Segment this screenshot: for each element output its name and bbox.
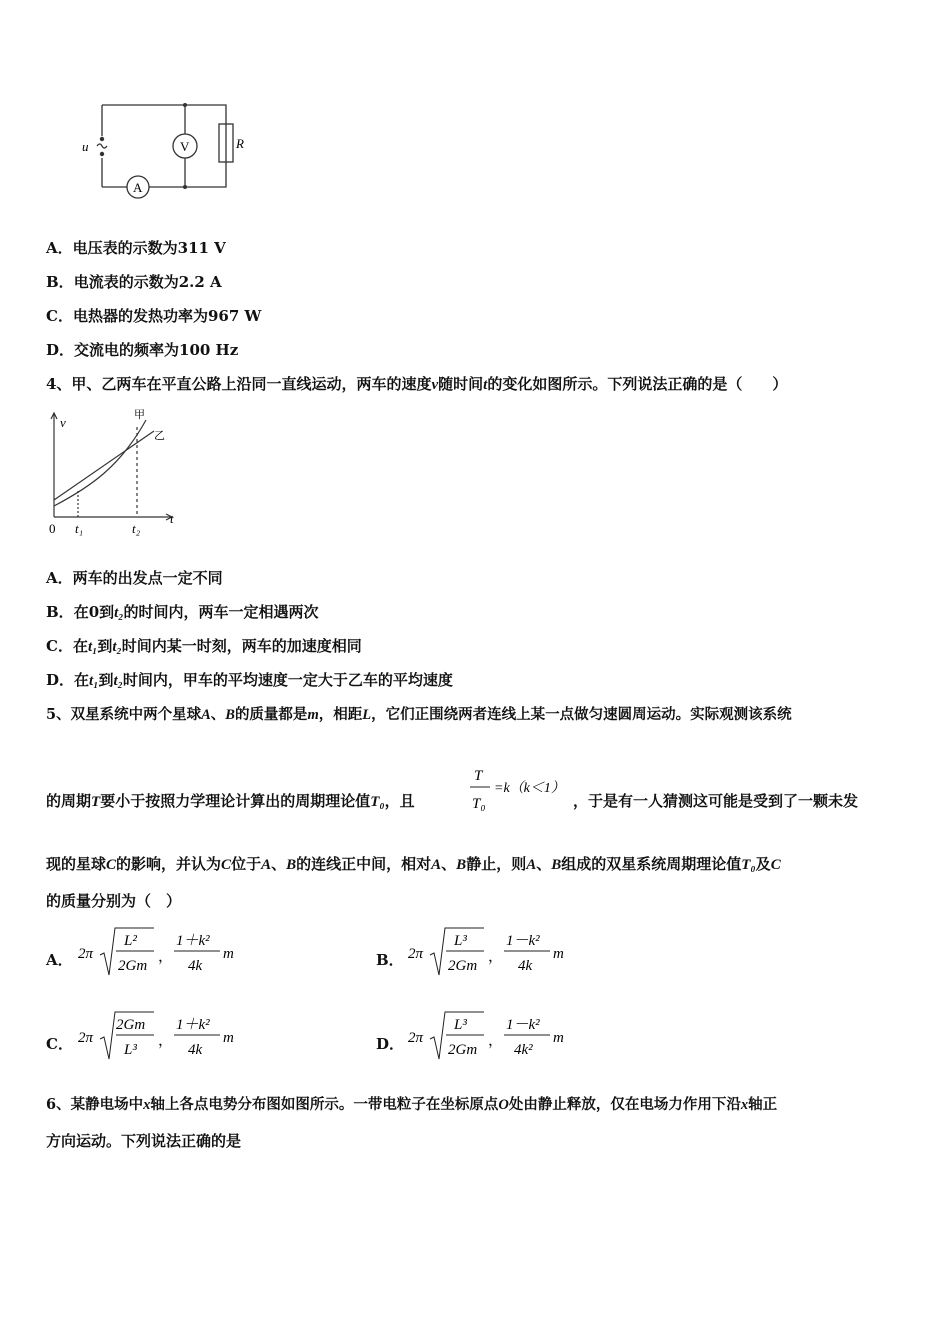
- q5-text: 的周期: [46, 792, 92, 810]
- ratio-num: T: [474, 768, 483, 784]
- q5-line2-tail: ，于是有一人猜测这可能是受到了一颗未发: [573, 792, 859, 810]
- coef: 2π: [408, 946, 424, 962]
- f-num: 1＋k²: [176, 1017, 210, 1033]
- q5-var: C: [221, 857, 232, 873]
- q5-text: 现的星球: [46, 855, 107, 873]
- q5-var: B: [551, 857, 562, 873]
- option-text: 在: [74, 671, 90, 689]
- q5-text: 的影响，并认为: [116, 855, 222, 873]
- q5-text: 要小于按照力学理论计算出的周期理论值: [100, 792, 371, 810]
- option-text: 交流电的频率为100 Hz: [74, 341, 239, 359]
- q5-option-c-letter: C．: [46, 1035, 73, 1053]
- q5-text: 的连线正中间，相对: [296, 855, 432, 873]
- f-den: 4k: [188, 1042, 203, 1058]
- option-letter: A．: [46, 239, 73, 257]
- rad-den: L³: [124, 1042, 137, 1058]
- q5-var: T: [91, 794, 101, 810]
- q5-var: A: [431, 857, 442, 873]
- circuit-diagram: [78, 96, 278, 206]
- q4-option-d: [46, 669, 453, 690]
- q5-text: ，相距: [318, 706, 363, 723]
- q5-line3: [46, 853, 781, 874]
- option-text: 的时间内，两车一定相遇两次: [123, 603, 319, 621]
- option-letter: C．: [46, 307, 73, 325]
- q6-var: x: [740, 1097, 749, 1113]
- q5-text: 的质量都是: [234, 706, 308, 723]
- q5-var: m: [307, 707, 319, 723]
- graph-t2: t₂: [132, 521, 141, 536]
- f-den: 4k²: [514, 1042, 533, 1058]
- option-letter: B．: [46, 273, 74, 291]
- q3-option-a: [46, 237, 226, 258]
- option-text: 电压表的示数为311 V: [72, 239, 226, 257]
- q4-option-a: [46, 567, 223, 588]
- sep: ，: [488, 949, 504, 965]
- q5-text: ，且: [384, 792, 415, 810]
- q5-text: 、: [536, 855, 552, 873]
- q6-text: 处由静止释放，仅在电场力作用下沿: [508, 1096, 741, 1113]
- graph-yi: 乙: [154, 429, 165, 442]
- q4-option-c: [46, 635, 362, 656]
- option-text: 在0到: [73, 603, 115, 621]
- q3-option-b: [46, 271, 222, 292]
- q5-text: 、: [441, 855, 457, 873]
- q5-text: 5、双星系统中两个星球: [46, 706, 202, 723]
- f-den: 4k: [518, 958, 533, 974]
- ratio-rhs: =k（k＜1）: [494, 781, 565, 796]
- q4-option-b: [46, 601, 319, 622]
- graph-xlabel: t: [170, 511, 174, 526]
- q5-option-d-letter: D．: [376, 1035, 405, 1053]
- option-var: t₂: [112, 639, 122, 655]
- graph-t1: t₁: [75, 521, 84, 536]
- graph-origin: 0: [49, 521, 56, 536]
- q5-var: A: [261, 857, 272, 873]
- q5-text: 组成的双星系统周期理论值: [561, 855, 742, 873]
- vt-graph: [40, 405, 190, 540]
- q4-stem-var: t: [483, 377, 488, 393]
- f-num: 1－k²: [506, 1017, 540, 1033]
- sep: ，: [158, 1033, 174, 1049]
- q5-var: C: [106, 857, 117, 873]
- q4-stem-var: v: [431, 377, 439, 393]
- q5-var: T₀: [370, 794, 385, 810]
- option-text: 电流表的示数为2.2 A: [73, 273, 222, 291]
- option-text: 电热器的发热功率为967 W: [72, 307, 262, 325]
- q5-var: B: [286, 857, 297, 873]
- voltmeter-label: V: [180, 139, 190, 154]
- rad-num: L³: [454, 933, 467, 949]
- q5-var: C: [770, 857, 781, 873]
- q5-text: 静止，则: [466, 855, 527, 873]
- graph-jia: 甲: [134, 408, 145, 421]
- q5-option-b-letter: B．: [376, 951, 404, 969]
- q5-option-c-formula: [76, 1009, 266, 1069]
- q4-stem-part: 的变化如图所示。下列说法正确的是（ ）: [487, 375, 788, 393]
- coef: 2π: [78, 1030, 94, 1046]
- option-letter: A．: [46, 569, 73, 587]
- coef: 2π: [78, 946, 94, 962]
- q5-var: B: [456, 857, 467, 873]
- f-num: 1－k²: [506, 933, 540, 949]
- q6-text: 轴正: [748, 1096, 778, 1113]
- option-letter: D．: [46, 341, 75, 359]
- option-var: t₂: [113, 673, 123, 689]
- q6-var: O: [498, 1097, 509, 1113]
- q3-option-c: [46, 305, 261, 326]
- option-text: 在: [72, 637, 88, 655]
- option-letter: C．: [46, 637, 73, 655]
- option-letter: D．: [46, 671, 75, 689]
- option-text: 到: [98, 671, 114, 689]
- rad-den: 2Gm: [118, 958, 148, 974]
- q5-var: T₀: [741, 857, 756, 873]
- ammeter-label: A: [133, 180, 143, 195]
- resistor-label: R: [236, 136, 244, 151]
- source-label: u: [82, 139, 89, 154]
- tail: m: [553, 1030, 564, 1046]
- tail: m: [223, 1030, 234, 1046]
- q5-option-b-formula: [406, 925, 596, 985]
- option-text: 时间内，甲车的平均速度一定大于乙车的平均速度: [122, 671, 453, 689]
- rad-num: L²: [124, 933, 137, 949]
- q4-stem: [46, 373, 787, 394]
- option-text: 时间内某一时刻，两车的加速度相同: [121, 637, 362, 655]
- q5-line1: [46, 703, 792, 724]
- q5-text: 、: [271, 855, 287, 873]
- q5-option-a-formula: [76, 925, 266, 985]
- q6-var: x: [143, 1097, 151, 1113]
- f-num: 1＋k²: [176, 933, 210, 949]
- option-var: t₂: [114, 605, 124, 621]
- q5-line4: 的质量分别为（ ）: [46, 892, 182, 910]
- q6-text: 6、某静电场中: [46, 1096, 144, 1113]
- option-var: t₁: [87, 639, 98, 655]
- q5-var: B: [225, 707, 235, 723]
- q5-option-d-formula: [406, 1009, 596, 1069]
- q5-line2: [46, 790, 415, 811]
- q5-text: 位于: [231, 855, 262, 873]
- q5-text: ，它们正围绕两者连线上某一点做匀速圆周运动。实际观测该系统: [371, 706, 792, 723]
- coef: 2π: [408, 1030, 424, 1046]
- sep: ，: [488, 1033, 504, 1049]
- option-text: 两车的出发点一定不同: [72, 569, 223, 587]
- tail: m: [223, 946, 234, 962]
- q5-text: 及: [755, 855, 771, 873]
- q6-line2: 方向运动。下列说法正确的是: [46, 1132, 242, 1150]
- q6-line1: [46, 1093, 777, 1114]
- q5-var: L: [362, 707, 372, 723]
- q6-text: 轴上各点电势分布图如图所示。一带电粒子在坐标原点: [150, 1096, 499, 1113]
- ratio-den: T₀: [472, 796, 486, 812]
- q5-var: A: [526, 857, 537, 873]
- q5-var: A: [201, 707, 211, 723]
- option-letter: B．: [46, 603, 74, 621]
- rad-den: 2Gm: [448, 958, 478, 974]
- q5-option-a-letter: A．: [46, 951, 73, 969]
- tail: m: [553, 946, 564, 962]
- option-text: 到: [97, 637, 113, 655]
- rad-num: 2Gm: [116, 1017, 146, 1033]
- q5-text: 、: [210, 706, 226, 723]
- q4-stem-part: 4、甲、乙两车在平直公路上沿同一直线运动，两车的速度: [46, 375, 432, 393]
- rad-den: 2Gm: [448, 1042, 478, 1058]
- graph-ylabel: v: [60, 415, 66, 430]
- option-var: t₁: [89, 673, 99, 689]
- sep: ，: [158, 949, 174, 965]
- f-den: 4k: [188, 958, 203, 974]
- rad-num: L³: [454, 1017, 467, 1033]
- ratio-formula: [468, 762, 578, 818]
- q3-option-d: [46, 339, 238, 360]
- q4-stem-part: 随时间: [438, 375, 484, 393]
